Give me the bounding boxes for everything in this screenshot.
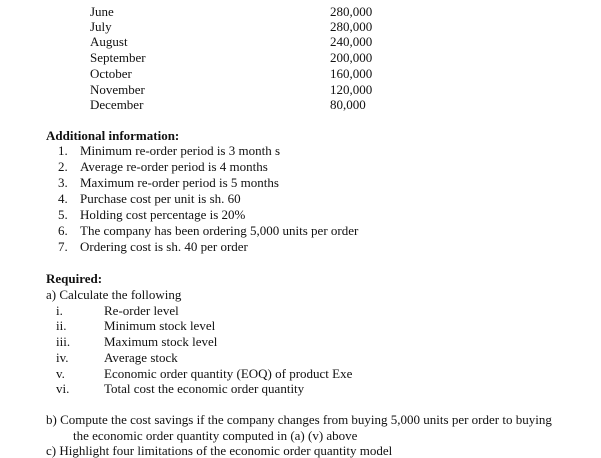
list-number: 2.	[58, 159, 68, 174]
required-item: Economic order quantity (EOQ) of product Exe	[104, 366, 353, 381]
month-value: 240,000	[330, 34, 373, 49]
roman-number: v.	[56, 366, 65, 381]
list-number: 1.	[58, 143, 68, 158]
list-number: 4.	[58, 191, 68, 206]
month-value: 280,000	[330, 4, 373, 19]
month-label: July	[90, 19, 112, 34]
month-label: November	[90, 82, 145, 97]
required-item: Average stock	[104, 350, 178, 365]
part-a-label: a) Calculate the following	[46, 287, 182, 302]
month-value: 280,000	[330, 19, 373, 34]
required-item: Total cost the economic order quantity	[104, 381, 305, 396]
list-number: 5.	[58, 207, 68, 222]
required-item: Maximum stock level	[104, 334, 218, 349]
part-c-line: c) Highlight four limitations of the economic order quantity model	[46, 443, 393, 458]
month-value: 200,000	[330, 50, 373, 65]
month-label: October	[90, 66, 132, 81]
month-label: June	[90, 4, 114, 19]
list-item: Purchase cost per unit is sh. 60	[80, 191, 241, 206]
part-b-line1: b) Compute the cost savings if the company changes from buying 5,000 units per order to buying	[46, 412, 552, 427]
list-item: Average re-order period is 4 months	[80, 159, 268, 174]
list-item: Maximum re-order period is 5 months	[80, 175, 279, 190]
roman-number: ii.	[56, 318, 67, 333]
month-value: 160,000	[330, 66, 373, 81]
list-number: 3.	[58, 175, 68, 190]
list-number: 7.	[58, 239, 68, 254]
list-item: Ordering cost is sh. 40 per order	[80, 239, 248, 254]
roman-number: iv.	[56, 350, 69, 365]
month-value: 120,000	[330, 82, 373, 97]
required-item: Re-order level	[104, 303, 179, 318]
required-heading: Required:	[46, 271, 103, 286]
list-item: Minimum re-order period is 3 month s	[80, 143, 281, 158]
part-b-line2: the economic order quantity computed in (a) (v) above	[73, 428, 358, 443]
required-item: Minimum stock level	[104, 318, 216, 333]
roman-number: i.	[56, 303, 63, 318]
roman-number: iii.	[56, 334, 71, 349]
month-label: September	[90, 50, 146, 65]
list-item: The company has been ordering 5,000 units per order	[80, 223, 359, 238]
month-label: December	[90, 97, 144, 112]
roman-number: vi.	[56, 381, 70, 396]
month-label: August	[90, 34, 128, 49]
list-number: 6.	[58, 223, 68, 238]
additional-heading: Additional information:	[46, 128, 180, 143]
list-item: Holding cost percentage is 20%	[80, 207, 246, 222]
month-value: 80,000	[330, 97, 366, 112]
